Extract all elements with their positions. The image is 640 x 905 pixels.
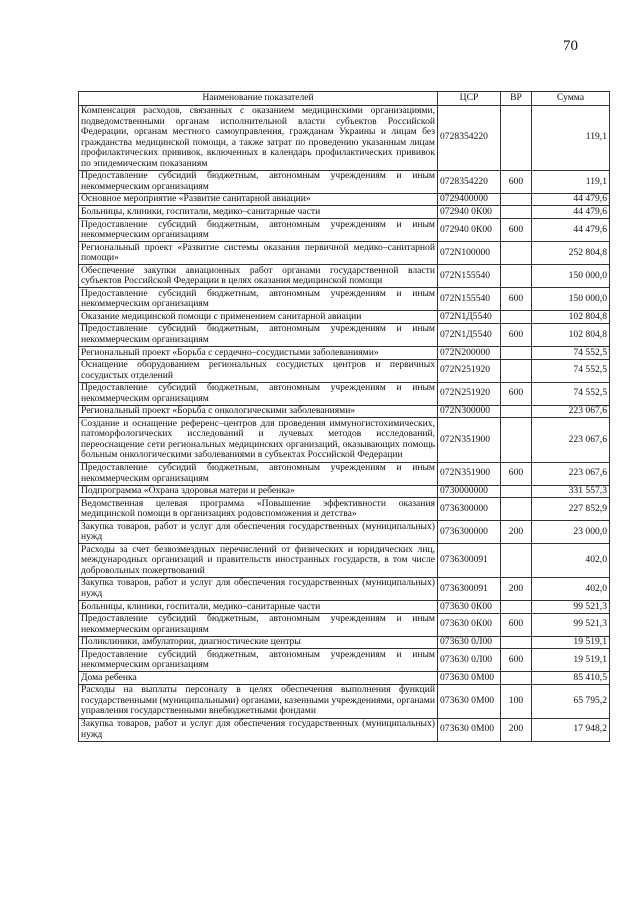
table-row: [79, 359, 610, 382]
cell-csr: 072N351900: [438, 462, 501, 485]
cell-sum: 402,0: [532, 577, 610, 600]
cell-name: Предоставление субсидий бюджетным, автономным учреждениям и иным некоммерческим организациям: [79, 382, 438, 405]
cell-name: Предоставление субсидий бюджетным, автономным учреждениям и иным некоммерческим организациям: [79, 219, 438, 242]
cell-csr: 072N155540: [438, 288, 501, 311]
cell-vr: [501, 242, 532, 265]
cell-vr: 200: [501, 718, 532, 741]
table-row: [79, 170, 610, 193]
cell-name: Оказание медицинской помощи с применением санитарной авиации: [79, 311, 438, 324]
cell-csr: 073630 0Л00: [438, 636, 501, 649]
cell-name: Создание и оснащение референс–центров для проведения иммуногистохимических, патоморфологических исследований и лучевых методов исследований, переоснащение сети региональных медицинских организаций, оказывающих помощь больным онкологическими заболеваниями в субъектах Российской Федерации: [79, 418, 438, 462]
cell-csr: 0736300091: [438, 577, 501, 600]
table-row: [79, 311, 610, 324]
cell-name: Поликлиники, амбулатории, диагностические центры: [79, 636, 438, 649]
cell-vr: 100: [501, 684, 532, 718]
cell-name: Предоставление субсидий бюджетным, автономным учреждениям и иным некоммерческим организациям: [79, 462, 438, 485]
cell-sum: 119,1: [532, 105, 610, 170]
cell-name: Региональный проект «Борьба с сердечно–сосудистыми заболеваниями»: [79, 347, 438, 360]
cell-csr: 073630 0М00: [438, 684, 501, 718]
cell-sum: 402,0: [532, 544, 610, 578]
cell-sum: 227 852,9: [532, 498, 610, 521]
cell-sum: 99 521,3: [532, 601, 610, 614]
cell-csr: 073630 0К00: [438, 613, 501, 636]
cell-name: Предоставление субсидий бюджетным, автономным учреждениям и иным некоммерческим организациям: [79, 170, 438, 193]
cell-vr: [501, 193, 532, 206]
cell-sum: 23 000,0: [532, 521, 610, 544]
cell-vr: [501, 485, 532, 498]
cell-vr: 600: [501, 649, 532, 672]
cell-csr: 072N1Д5540: [438, 323, 501, 346]
cell-vr: 600: [501, 613, 532, 636]
cell-sum: 119,1: [532, 170, 610, 193]
cell-sum: 223 067,6: [532, 418, 610, 462]
cell-csr: 0730000000: [438, 485, 501, 498]
table-row: [79, 485, 610, 498]
table-row: [79, 323, 610, 346]
cell-name: Предоставление субсидий бюджетным, автономным учреждениям и иным некоммерческим организациям: [79, 288, 438, 311]
cell-name: Закупка товаров, работ и услуг для обеспечения государственных (муниципальных) нужд: [79, 718, 438, 741]
table-header-row: [79, 92, 610, 106]
cell-csr: 072N1Д5540: [438, 311, 501, 324]
cell-sum: 99 521,3: [532, 613, 610, 636]
cell-name: Основное мероприятие «Развитие санитарной авиации»: [79, 193, 438, 206]
cell-name: Оснащение оборудованием региональных сосудистых центров и первичных сосудистых отделений: [79, 359, 438, 382]
cell-name: Обеспечение закупки авиационных работ органами государственной власти субъектов Российской Федерации в целях оказания медицинской помощи: [79, 265, 438, 288]
cell-sum: 331 557,3: [532, 485, 610, 498]
cell-vr: [501, 672, 532, 685]
cell-vr: [501, 498, 532, 521]
cell-vr: [501, 405, 532, 418]
cell-name: Региональный проект «Развитие системы оказания первичной медико–санитарной помощи»: [79, 242, 438, 265]
cell-name: Предоставление субсидий бюджетным, автономным учреждениям и иным некоммерческим организациям: [79, 323, 438, 346]
cell-vr: 600: [501, 462, 532, 485]
cell-sum: 74 552,5: [532, 359, 610, 382]
cell-sum: 223 067,6: [532, 405, 610, 418]
table-body: [79, 105, 610, 741]
table-row: [79, 288, 610, 311]
header-csr: ЦСР: [438, 92, 501, 106]
cell-vr: 600: [501, 382, 532, 405]
cell-csr: 072N351900: [438, 418, 501, 462]
cell-vr: 600: [501, 288, 532, 311]
table-row: [79, 684, 610, 718]
cell-name: Больницы, клиники, госпитали, медико–санитарные части: [79, 206, 438, 219]
table-row: [79, 649, 610, 672]
cell-name: Предоставление субсидий бюджетным, автономным учреждениям и иным некоммерческим организациям: [79, 649, 438, 672]
cell-sum: 19 519,1: [532, 649, 610, 672]
cell-csr: 0736300000: [438, 521, 501, 544]
table-row: [79, 462, 610, 485]
cell-name: Закупка товаров, работ и услуг для обеспечения государственных (муниципальных) нужд: [79, 521, 438, 544]
cell-csr: 072940 0К00: [438, 219, 501, 242]
cell-csr: 0729400000: [438, 193, 501, 206]
cell-csr: 072N100000: [438, 242, 501, 265]
cell-sum: 44 479,6: [532, 219, 610, 242]
page-number: 70: [563, 38, 578, 54]
table-row: [79, 601, 610, 614]
cell-vr: [501, 418, 532, 462]
table-row: [79, 382, 610, 405]
table-row: [79, 613, 610, 636]
header-vr: ВР: [501, 92, 532, 106]
cell-vr: [501, 347, 532, 360]
cell-sum: 223 067,6: [532, 462, 610, 485]
cell-vr: 600: [501, 170, 532, 193]
cell-sum: 150 000,0: [532, 288, 610, 311]
cell-csr: 072N251920: [438, 359, 501, 382]
cell-csr: 072940 0К00: [438, 206, 501, 219]
budget-table: [78, 91, 610, 742]
cell-csr: 0736300000: [438, 498, 501, 521]
cell-sum: 74 552,5: [532, 347, 610, 360]
cell-vr: 600: [501, 323, 532, 346]
cell-sum: 150 000,0: [532, 265, 610, 288]
table-row: [79, 242, 610, 265]
table-row: [79, 193, 610, 206]
cell-vr: [501, 206, 532, 219]
cell-vr: [501, 636, 532, 649]
cell-vr: [501, 105, 532, 170]
cell-vr: [501, 359, 532, 382]
cell-name: Расходы за счет безвозмездных перечислений от физических и юридических лиц, международных организаций и правительств иностранных государств, в том числе добровольных пожертвований: [79, 544, 438, 578]
cell-vr: [501, 544, 532, 578]
cell-name: Предоставление субсидий бюджетным, автономным учреждениям и иным некоммерческим организациям: [79, 613, 438, 636]
cell-vr: 600: [501, 219, 532, 242]
cell-csr: 073630 0Л00: [438, 649, 501, 672]
cell-name: Ведомственная целевая программа «Повышение эффективности оказания медицинской помощи в организациях родовспоможения и детства»: [79, 498, 438, 521]
cell-name: Компенсация расходов, связанных с оказанием медицинскими организациями, подведомственными органам исполнительной власти субъектов Российской Федерации, органам местного самоуправления, гражданам Украины и лицам без гражданства медицинской помощи, а также затрат по проведению указанным лицам профилактических прививок, включенных в календарь профилактических прививок по эпидемическим показаниям: [79, 105, 438, 170]
cell-sum: 85 410,5: [532, 672, 610, 685]
table-row: [79, 636, 610, 649]
cell-csr: 072N251920: [438, 382, 501, 405]
header-sum: Сумма: [532, 92, 610, 106]
header-name: Наименование показателей: [79, 92, 438, 106]
cell-name: Закупка товаров, работ и услуг для обеспечения государственных (муниципальных) нужд: [79, 577, 438, 600]
cell-name: Расходы на выплаты персоналу в целях обеспечения выполнения функций государственными (муниципальными) органами, казенными учреждениями, органами управления государственными внебюджетными фондами: [79, 684, 438, 718]
table-row: [79, 265, 610, 288]
table-row: [79, 418, 610, 462]
cell-csr: 072N155540: [438, 265, 501, 288]
table-row: [79, 498, 610, 521]
table-row: [79, 347, 610, 360]
cell-csr: 072N200000: [438, 347, 501, 360]
cell-sum: 19 519,1: [532, 636, 610, 649]
table-row: [79, 206, 610, 219]
table-row: [79, 577, 610, 600]
cell-name: Больницы, клиники, госпитали, медико–санитарные части: [79, 601, 438, 614]
cell-csr: 072N300000: [438, 405, 501, 418]
table-row: [79, 521, 610, 544]
cell-sum: 44 479,6: [532, 206, 610, 219]
cell-name: Региональный проект «Борьба с онкологическими заболеваниями»: [79, 405, 438, 418]
table-row: [79, 718, 610, 741]
cell-csr: 073630 0М00: [438, 672, 501, 685]
cell-vr: [501, 601, 532, 614]
cell-csr: 073630 0М00: [438, 718, 501, 741]
table-row: [79, 672, 610, 685]
cell-vr: [501, 265, 532, 288]
cell-csr: 0728354220: [438, 105, 501, 170]
cell-name: Дома ребенка: [79, 672, 438, 685]
table-row: [79, 105, 610, 170]
cell-vr: 200: [501, 577, 532, 600]
cell-vr: 200: [501, 521, 532, 544]
table-row: [79, 405, 610, 418]
table-row: [79, 544, 610, 578]
table-row: [79, 219, 610, 242]
cell-sum: 74 552,5: [532, 382, 610, 405]
cell-sum: 44 479,6: [532, 193, 610, 206]
cell-sum: 102 804,8: [532, 311, 610, 324]
cell-name: Подпрограмма «Охрана здоровья матери и ребенка»: [79, 485, 438, 498]
cell-sum: 17 948,2: [532, 718, 610, 741]
cell-csr: 073630 0К00: [438, 601, 501, 614]
cell-csr: 0728354220: [438, 170, 501, 193]
cell-csr: 0736300091: [438, 544, 501, 578]
cell-vr: [501, 311, 532, 324]
cell-sum: 102 804,8: [532, 323, 610, 346]
cell-sum: 252 804,8: [532, 242, 610, 265]
cell-sum: 65 795,2: [532, 684, 610, 718]
